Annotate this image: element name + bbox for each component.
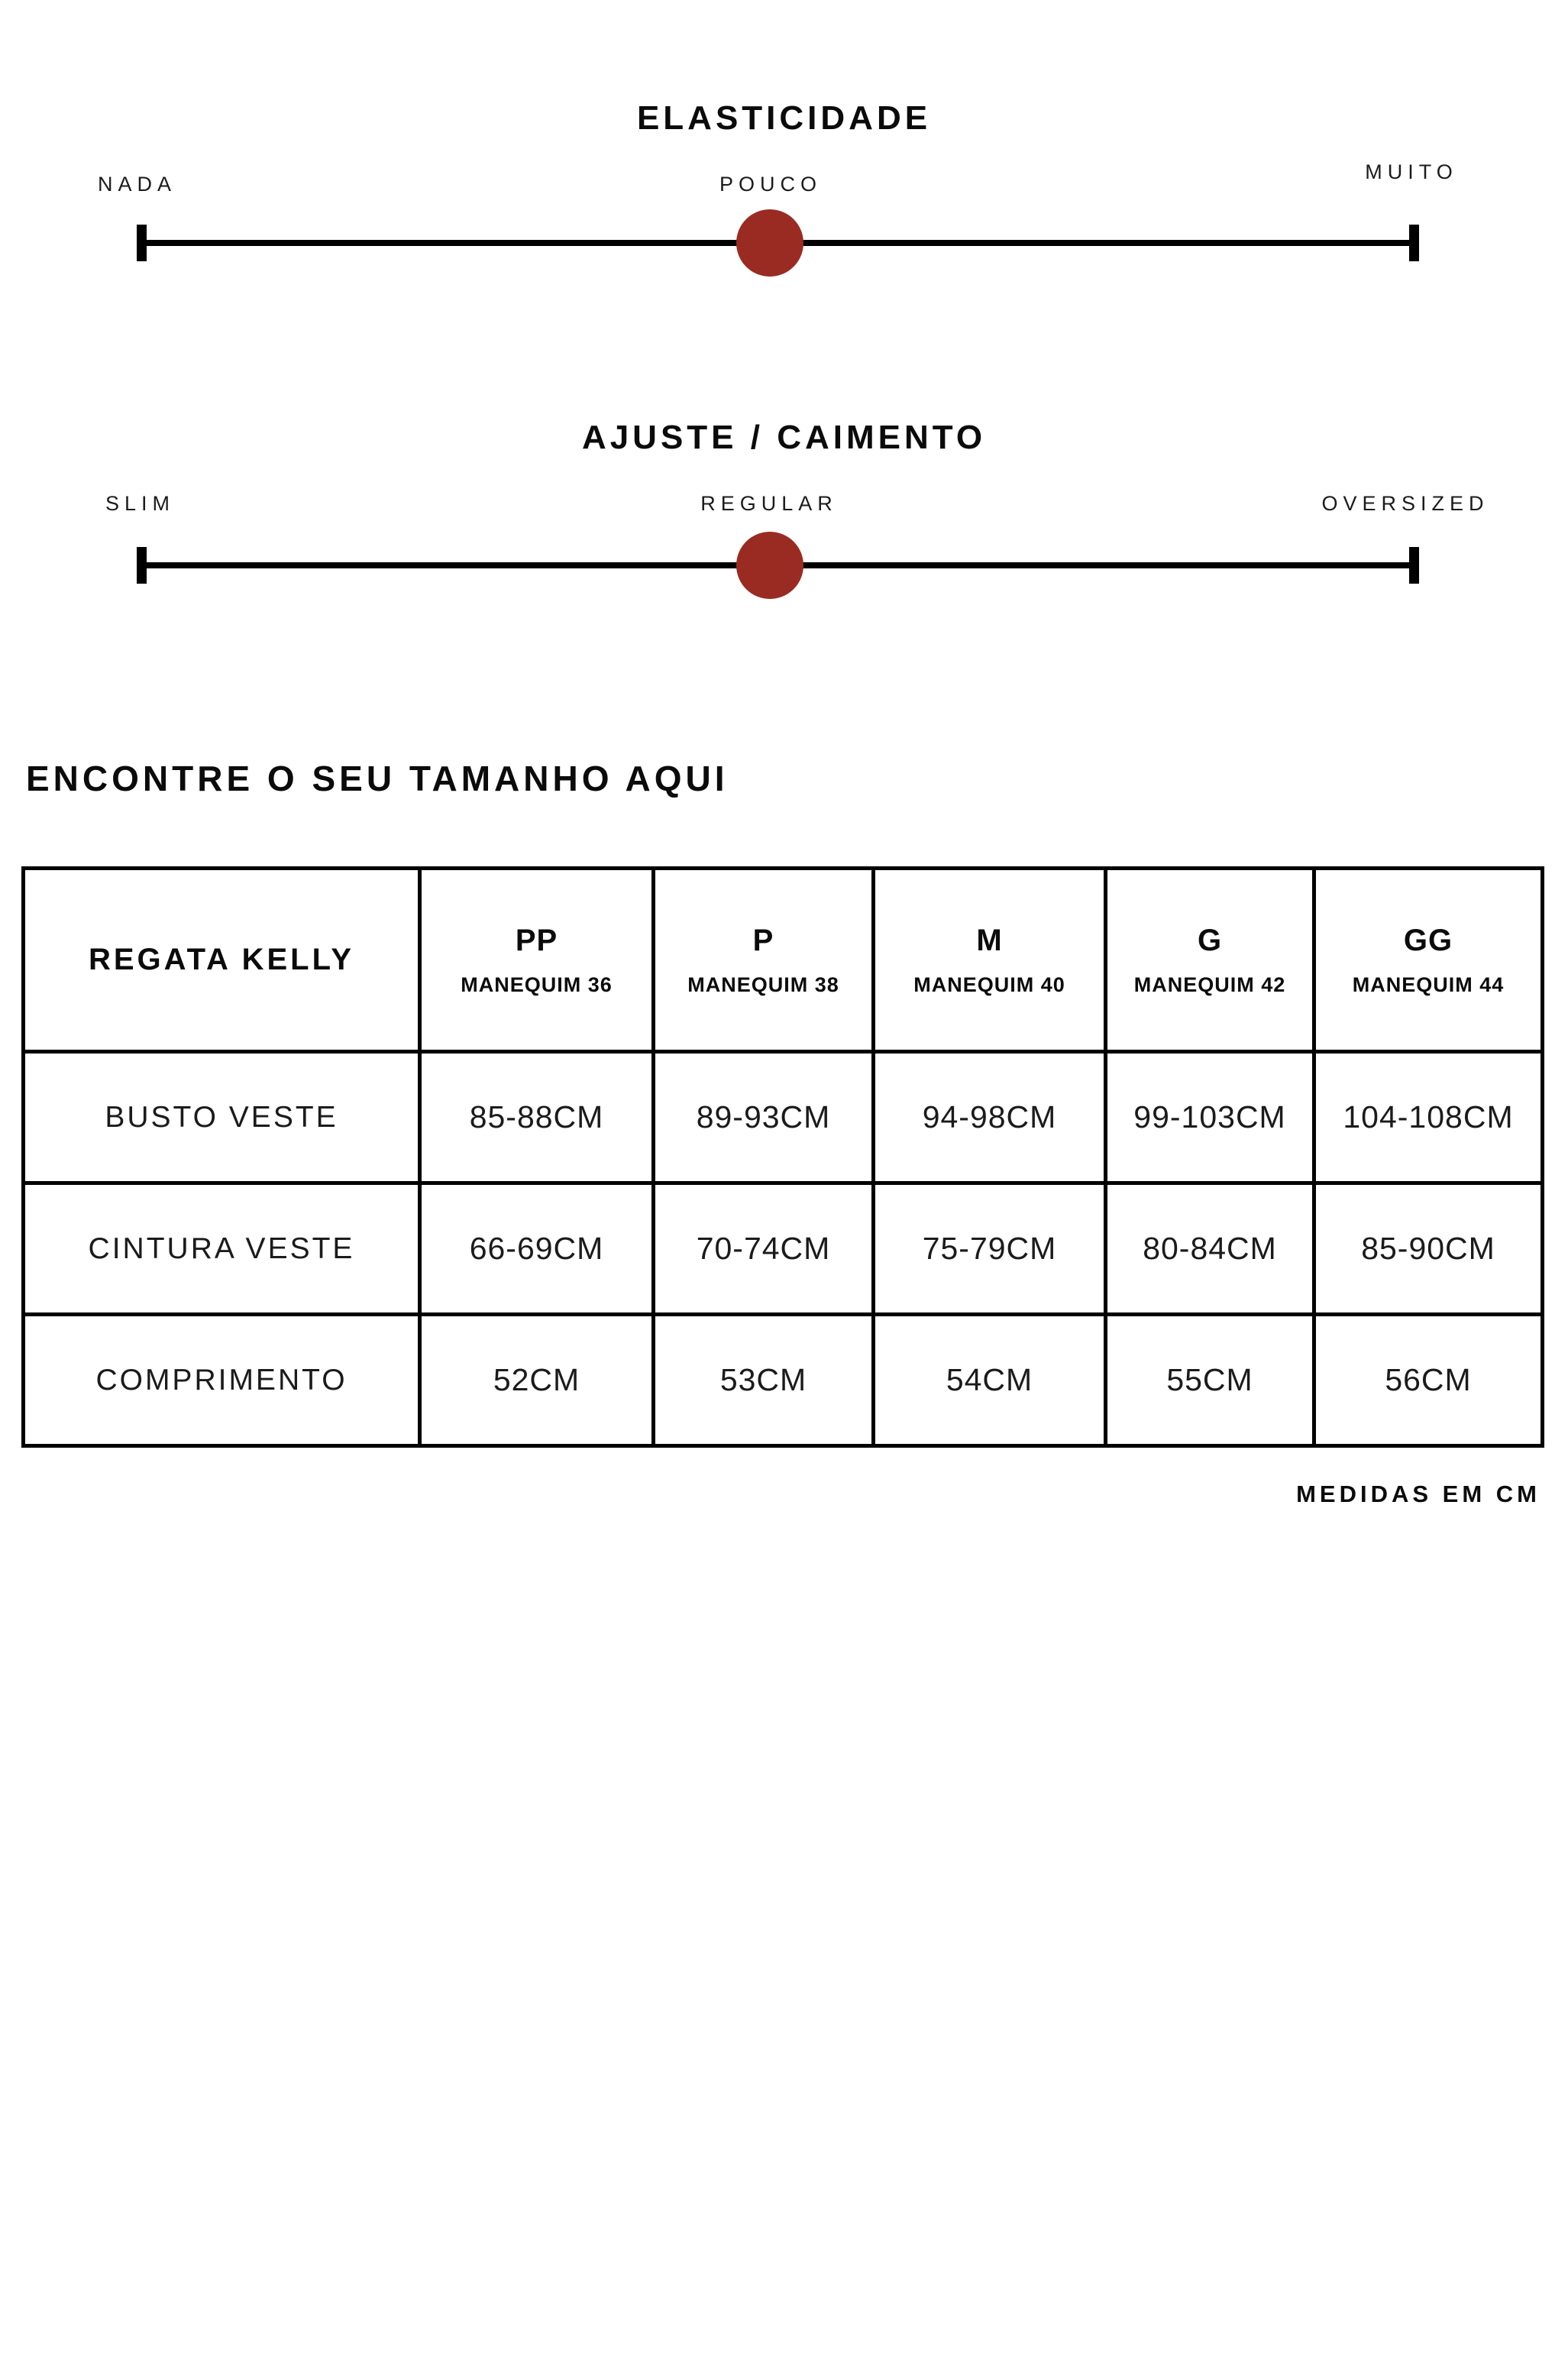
measure-cell	[420, 1183, 654, 1315]
measure-value: 94-98CM	[922, 1099, 1057, 1134]
table-row-waist	[24, 1183, 1543, 1315]
find-your-size-heading: ENCONTRE O SEU TAMANHO AQUI	[26, 759, 729, 798]
fit-center-label: REGULAR	[700, 492, 838, 515]
measure-cell	[1314, 1315, 1543, 1446]
measure-row-label-cell	[24, 1315, 420, 1446]
measure-cell	[1106, 1183, 1314, 1315]
product-name-cell	[24, 869, 420, 1052]
measure-cell	[654, 1183, 874, 1315]
measure-value: 99-103CM	[1133, 1099, 1286, 1134]
elasticity-slider-track	[141, 240, 1414, 246]
measure-value: 85-88CM	[469, 1099, 604, 1134]
measure-cell	[874, 1315, 1106, 1446]
track-left-cap	[137, 547, 147, 584]
track-right-cap	[1409, 225, 1419, 261]
mannequin-label: MANEQUIM 44	[1352, 973, 1505, 996]
table-row-length	[24, 1315, 1543, 1446]
measure-row-label-cell	[24, 1183, 420, 1315]
measure-value: 70-74CM	[696, 1231, 831, 1266]
measure-value: 80-84CM	[1143, 1231, 1277, 1266]
fit-value-dot	[736, 532, 803, 599]
mannequin-label: MANEQUIM 38	[687, 973, 839, 996]
measure-cell	[1314, 1052, 1543, 1183]
track-right-cap	[1409, 547, 1419, 584]
mannequin-label: MANEQUIM 42	[1133, 973, 1286, 996]
size-code: P	[752, 923, 774, 957]
measure-row-label: COMPRIMENTO	[95, 1363, 348, 1397]
elasticity-title: ELASTICIDADE	[636, 99, 932, 137]
size-column-header-pp	[420, 869, 654, 1052]
table-header-row	[24, 869, 1543, 1052]
elasticity-left-label: NADA	[98, 173, 177, 196]
measure-cell	[654, 1315, 874, 1446]
measure-value: 66-69CM	[469, 1231, 604, 1266]
measure-value: 56CM	[1385, 1362, 1472, 1397]
measure-cell	[420, 1315, 654, 1446]
mannequin-label: MANEQUIM 40	[913, 973, 1065, 996]
measure-row-label: BUSTO VESTE	[105, 1100, 338, 1134]
fit-title: AJUSTE / CAIMENTO	[581, 419, 987, 456]
measure-cell	[1106, 1052, 1314, 1183]
elasticity-center-label: POUCO	[719, 173, 823, 196]
measure-value: 85-90CM	[1361, 1231, 1495, 1266]
measure-cell	[874, 1052, 1106, 1183]
measure-cell	[1314, 1183, 1543, 1315]
fit-right-label: OVERSIZED	[1321, 492, 1489, 515]
measure-value: 89-93CM	[696, 1099, 831, 1134]
measure-cell	[654, 1052, 874, 1183]
measure-value: 54CM	[946, 1362, 1033, 1397]
measure-cell	[874, 1183, 1106, 1315]
table-row-bust	[24, 1052, 1543, 1183]
size-column-header-g	[1106, 869, 1314, 1052]
measure-cell	[1106, 1315, 1314, 1446]
product-name: REGATA KELLY	[88, 943, 355, 976]
size-code: G	[1197, 923, 1223, 957]
measure-row-label-cell	[24, 1052, 420, 1183]
measure-value: 52CM	[493, 1362, 580, 1397]
track-left-cap	[137, 225, 147, 261]
measure-value: 104-108CM	[1343, 1099, 1514, 1134]
measure-value: 75-79CM	[922, 1231, 1057, 1266]
size-table	[21, 866, 1544, 1448]
fit-slider-track	[141, 562, 1414, 568]
units-footnote: MEDIDAS EM CM	[1296, 1481, 1541, 1507]
size-column-header-gg	[1314, 869, 1543, 1052]
measure-value: 53CM	[719, 1362, 807, 1397]
measure-cell	[420, 1052, 654, 1183]
size-column-header-p	[654, 869, 874, 1052]
size-code: PP	[515, 923, 558, 957]
size-code: GG	[1403, 923, 1453, 957]
elasticity-right-label: MUITO	[1365, 160, 1458, 183]
size-column-header-m	[874, 869, 1106, 1052]
measure-value: 55CM	[1166, 1362, 1253, 1397]
measure-row-label: CINTURA VESTE	[88, 1232, 355, 1265]
elasticity-value-dot	[736, 209, 803, 277]
size-code: M	[976, 923, 1003, 957]
fit-left-label: SLIM	[105, 492, 176, 515]
mannequin-label: MANEQUIM 36	[461, 973, 613, 996]
